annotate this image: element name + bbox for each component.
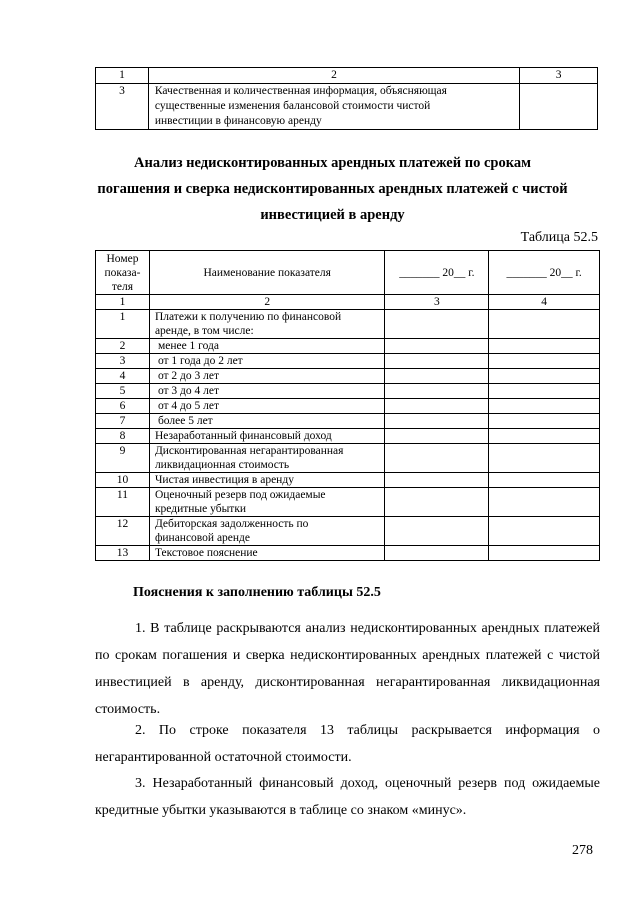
row-line: Платежи к получению по финансовой xyxy=(154,311,342,323)
explanations-title: Пояснения к заполнению таблицы 52.5 xyxy=(133,585,381,600)
row-number: 8 xyxy=(96,429,150,444)
row-line: Чистая инвестиция в аренду xyxy=(154,474,294,486)
row-indicator-name xyxy=(149,488,385,517)
row-indicator-name xyxy=(149,354,385,369)
value-cell xyxy=(489,354,600,369)
table-row xyxy=(96,414,600,429)
table-row xyxy=(96,399,600,414)
value-cell xyxy=(385,444,489,473)
value-cell xyxy=(385,354,489,369)
value-cell xyxy=(489,517,600,546)
value-cell xyxy=(385,517,489,546)
lease-payments-table xyxy=(95,250,600,561)
value-cell xyxy=(385,369,489,384)
row-line: от 2 до 3 лет xyxy=(157,370,220,382)
continuation-table xyxy=(95,67,598,130)
value-cell xyxy=(489,444,600,473)
row-number: 11 xyxy=(96,488,150,517)
row-number: 3 xyxy=(96,354,150,369)
row-number: 12 xyxy=(96,517,150,546)
value-cell xyxy=(385,546,489,561)
value-cell xyxy=(489,369,600,384)
row-line: Качественная и количественная информация, объясняющая xyxy=(154,85,447,97)
row-line: менее 1 года xyxy=(157,340,219,352)
row-description xyxy=(148,84,519,130)
header-period-1: _______ 20__ г. xyxy=(385,251,489,295)
col-number-2: 2 xyxy=(148,68,519,84)
header-indicator-name: Наименование показателя xyxy=(149,251,385,295)
section-heading-line: Анализ недисконтированных арендных платежей по срокам xyxy=(134,155,531,171)
value-cell xyxy=(489,414,600,429)
value-cell xyxy=(385,384,489,399)
row-line: более 5 лет xyxy=(157,415,213,427)
row-number: 9 xyxy=(96,444,150,473)
paragraph-3: 3. Незаработанный финансовый доход, оценочный резерв под ожидаемые кредитные убытки указываются в таблице со знаком «минус». xyxy=(95,776,600,818)
value-cell xyxy=(385,339,489,354)
table-row xyxy=(96,546,600,561)
table-row xyxy=(96,339,600,354)
value-cell xyxy=(489,546,600,561)
table-row xyxy=(96,429,600,444)
value-cell xyxy=(385,399,489,414)
value-cell xyxy=(489,399,600,414)
row-indicator-name xyxy=(149,369,385,384)
paragraph-1: 1. В таблице раскрываются анализ недисконтированных арендных платежей по срокам погашения и сверка недисконтированных арендных платежей с чистой инвестицией в аренду, дисконтированная негарантированная ликвидационная стоимость. xyxy=(95,621,600,717)
row-indicator-name xyxy=(149,429,385,444)
row-line: Незаработанный финансовый доход xyxy=(154,430,332,442)
col-number-3: 3 xyxy=(520,68,598,84)
column-numbers-row xyxy=(96,295,600,310)
table-row xyxy=(96,354,600,369)
row-line: Текстовое пояснение xyxy=(154,547,258,559)
row-line: от 1 года до 2 лет xyxy=(157,355,243,367)
value-cell xyxy=(489,384,600,399)
value-cell xyxy=(489,429,600,444)
row-indicator-name xyxy=(149,384,385,399)
row-indicator-name xyxy=(149,517,385,546)
value-cell xyxy=(385,473,489,488)
row-indicator-name xyxy=(149,473,385,488)
value-cell xyxy=(520,84,598,130)
value-cell xyxy=(489,488,600,517)
section-heading-line: погашения и сверка недисконтированных арендных платежей с чистой xyxy=(97,181,568,197)
col-number-1: 1 xyxy=(96,68,149,84)
header-line: показа- xyxy=(104,266,141,279)
row-indicator-name xyxy=(149,399,385,414)
row-indicator-name xyxy=(149,414,385,429)
row-number: 7 xyxy=(96,414,150,429)
row-line: ликвидационная стоимость xyxy=(154,459,290,471)
row-line: финансовой аренде xyxy=(154,532,251,544)
row-number: 2 xyxy=(96,339,150,354)
header-indicator-number xyxy=(96,251,150,295)
row-line: Оценочный резерв под ожидаемые xyxy=(154,489,326,501)
row-indicator-name xyxy=(149,444,385,473)
col-number-3: 3 xyxy=(385,295,489,310)
value-cell xyxy=(385,429,489,444)
row-line: Дисконтированная негарантированная xyxy=(154,445,344,457)
row-line: кредитные убытки xyxy=(154,503,247,515)
header-line: Номер xyxy=(106,252,139,265)
table-row xyxy=(96,444,600,473)
col-number-4: 4 xyxy=(489,295,600,310)
value-cell xyxy=(385,488,489,517)
table-row xyxy=(96,488,600,517)
row-number: 4 xyxy=(96,369,150,384)
row-line: существенные изменения балансовой стоимости чистой xyxy=(154,100,431,112)
row-indicator-name xyxy=(149,339,385,354)
table-row xyxy=(96,473,600,488)
value-cell xyxy=(489,473,600,488)
row-line: инвестиции в финансовую аренду xyxy=(154,115,322,127)
row-number: 10 xyxy=(96,473,150,488)
row-number: 13 xyxy=(96,546,150,561)
row-number: 6 xyxy=(96,399,150,414)
col-number-2: 2 xyxy=(149,295,385,310)
row-line: от 4 до 5 лет xyxy=(157,400,220,412)
row-number: 3 xyxy=(96,84,149,130)
section-heading-line: инвестицией в аренду xyxy=(260,207,405,223)
paragraph-2: 2. По строке показателя 13 таблицы раскрывается информация о негарантированной остаточной стоимости. xyxy=(95,723,600,765)
value-cell xyxy=(385,414,489,429)
row-number: 5 xyxy=(96,384,150,399)
table-label: Таблица 52.5 xyxy=(520,230,598,245)
col-number-1: 1 xyxy=(96,295,150,310)
table-header-row xyxy=(96,251,600,295)
header-period-2: _______ 20__ г. xyxy=(489,251,600,295)
table-row xyxy=(96,310,600,339)
row-indicator-name xyxy=(149,546,385,561)
header-line: теля xyxy=(111,280,134,293)
table-header-row xyxy=(96,68,598,84)
row-line: Дебиторская задолженность по xyxy=(154,518,309,530)
table-row xyxy=(96,517,600,546)
table-row xyxy=(96,384,600,399)
table-row xyxy=(96,369,600,384)
row-indicator-name xyxy=(149,310,385,339)
value-cell xyxy=(489,339,600,354)
row-line: от 3 до 4 лет xyxy=(157,385,220,397)
page-number: 278 xyxy=(572,843,593,858)
row-number: 1 xyxy=(96,310,150,339)
row-line: аренде, в том числе: xyxy=(154,325,254,337)
value-cell xyxy=(385,310,489,339)
table-row xyxy=(96,84,598,130)
value-cell xyxy=(489,310,600,339)
